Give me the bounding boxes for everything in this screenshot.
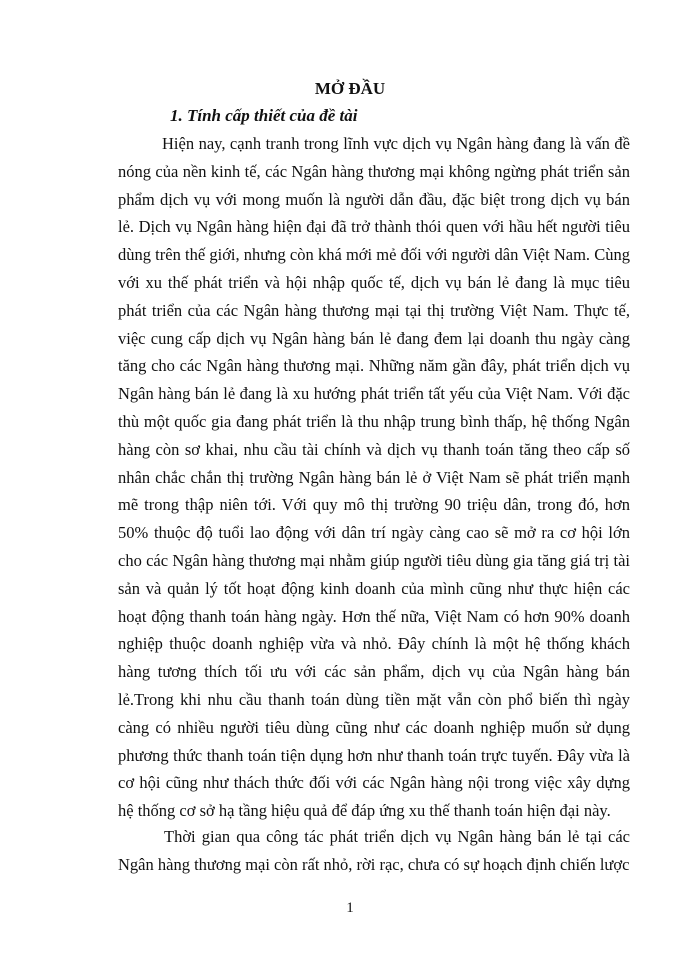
document-title: MỞ ĐẦU	[314, 79, 386, 98]
section-heading: 1. Tính cấp thiết của đề tài	[170, 106, 358, 125]
page-number: 1	[346, 900, 354, 916]
body-paragraph-1: Hiện nay, cạnh tranh trong lĩnh vực dịch vụ Ngân hàng đang là vấn đề nóng của nền kinh tế, các Ngân hàng thương mại không ngừng phát triển sản phẩm dịch vụ với mong muốn là người dẫn đầu, đặc biệt trong dịch vụ bán lẻ. Dịch vụ Ngân hàng hiện đại đã trở thành thói quen với hầu hết người tiêu dùng trên thế giới, nhưng còn khá mới mẻ đối với người dân Việt Nam. Cùng với xu thế phát triển và hội nhập quốc tế, dịch vụ bán lẻ đang là mục tiêu phát triển của các Ngân hàng thương mại tại thị trường Việt Nam. Thực tế, việc cung cấp dịch vụ Ngân hàng bán lẻ đang đem lại doanh thu ngày càng tăng cho các Ngân hàng thương mại. Những năm gần đây, phát triển dịch vụ Ngân hàng bán lẻ đang là xu hướng phát triển tất yếu của Việt Nam. Với đặc thù một quốc gia đang phát triển là thu nhập trung bình thấp, hệ thống Ngân hàng còn sơ khai, nhu cầu tài chính và dịch vụ thanh toán tăng theo cấp số nhân chắc chắn thị trường Ngân hàng bán lẻ ở Việt Nam sẽ phát triển mạnh mẽ trong thập niên tới. Với quy mô thị trường 90 triệu dân, trong đó, hơn 50% thuộc độ tuổi lao động với dân trí ngày càng cao sẽ mở ra cơ hội lớn cho các Ngân hàng thương mại nhằm giúp người tiêu dùng gia tăng giá trị tài sản và quản lý tốt hoạt động kinh doanh của mình cũng như thực hiện các hoạt động thanh toán hàng ngày. Hơn thế nữa, Việt Nam có hơn 90% doanh nghiệp thuộc doanh nghiệp vừa và nhỏ. Đây chính là một hệ thống khách hàng tương thích tối ưu với các sản phẩm, dịch vụ của Ngân hàng bán lẻ.Trong khi nhu cầu thanh toán dùng tiền mặt vẫn còn phổ biến thì ngày càng có nhiều người tiêu dùng cũng như các doanh nghiệp muốn sử dụng phương thức thanh toán tiện dụng hơn như thanh toán trực tuyến. Đây vừa là cơ hội cũng như thách thức đối với các Ngân hàng nội trong việc xây dựng hệ thống cơ sở hạ tầng hiệu quả để đáp ứng xu thế thanh toán hiện đại này.	[118, 134, 630, 821]
body-paragraph-2: Thời gian qua công tác phát triển dịch vụ Ngân hàng bán lẻ tại các Ngân hàng thương mại còn rất nhỏ, rời rạc, chưa có sự hoạch định chiến lược	[118, 827, 630, 874]
